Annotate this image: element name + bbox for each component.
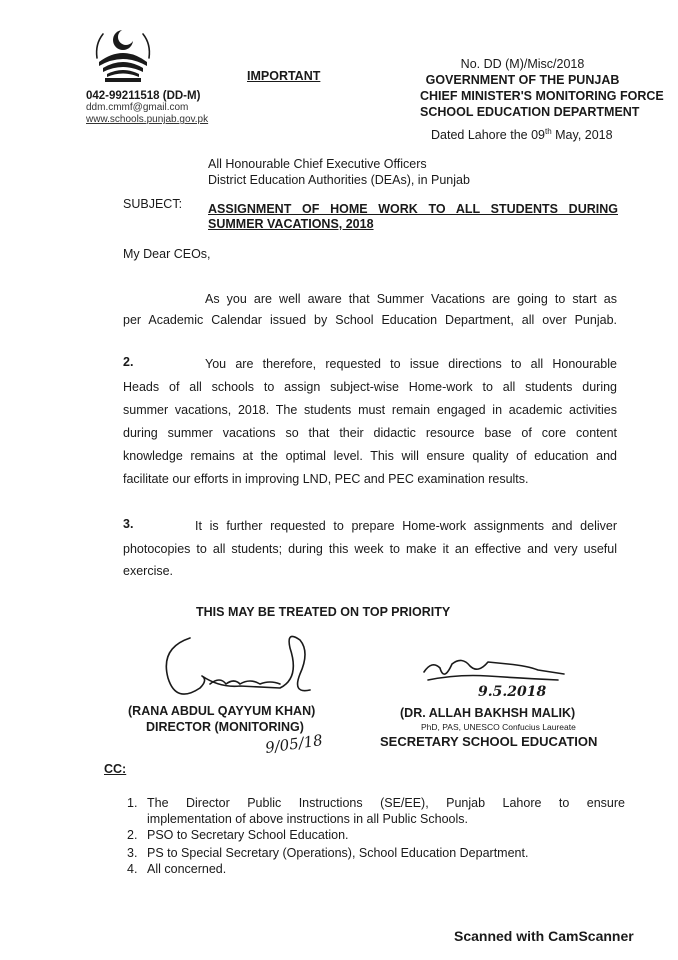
date-prefix: Dated Lahore the 09 [431,128,545,143]
para2-line-1: You are therefore, requested to issue directions to all Honourable [205,357,617,371]
government-line: GOVERNMENT OF THE PUNJAB [425,73,620,87]
secretary-handwritten-date: 9.5.2018 [478,684,547,700]
cc-item-4-text: All concerned. [147,862,227,876]
secretary-name: (DR. ALLAH BAKHSH MALIK) [400,706,576,720]
director-handwritten-date: 9/05/18 [264,731,324,757]
punjab-emblem-icon [93,22,153,84]
cc-item-3-text: PS to Special Secretary (Operations), School Education Department. [147,846,529,860]
email-address: ddm.cmmf@gmail.com [86,102,189,113]
para2-number: 2. [123,355,134,369]
director-title: DIRECTOR (MONITORING) [146,720,304,734]
para3-line-1: It is further requested to prepare Home-work assignments and deliver [195,519,617,533]
date-line [431,124,613,143]
para2-line-5: knowledge remains at the optimal level. This will ensure quality of education and [123,449,617,463]
para1-line-2: per Academic Calendar issued by School Education Department, all over Punjab. [123,313,617,327]
subject-line-2: SUMMER VACATIONS, 2018 [208,217,374,231]
cc-item-1-line-1: The Director Public Instructions (SE/EE), Punjab Lahore to ensure [147,796,625,810]
reference-number: No. DD (M)/Misc/2018 [460,57,585,71]
para2-line-2: Heads of all schools to assign subject-wise Home-work to all students during [123,380,617,394]
salutation: My Dear CEOs, [123,247,211,261]
cc-item-4-number: 4. [127,862,138,876]
phone-number: 042-99211518 (DD-M) [86,90,201,102]
para2-line-4: during summer vacations so that their didactic resource base of core content [123,426,617,440]
director-name: (RANA ABDUL QAYYUM KHAN) [128,704,316,718]
secretary-title: SECRETARY SCHOOL EDUCATION [380,734,598,749]
para3-line-3: exercise. [123,564,174,578]
website-link: www.schools.punjab.gov.pk [86,114,209,125]
secretary-credentials: PhD, PAS, UNESCO Confucius Laureate [421,722,576,732]
para3-number: 3. [123,517,134,531]
addressee-line-1: All Honourable Chief Executive Officers [208,157,427,171]
cc-item-2-number: 2. [127,828,138,842]
para2-line-6: facilitate our efforts in improving LND, PEC and PEC examination results. [123,472,529,486]
cc-item-2-text: PSO to Secretary School Education. [147,828,349,842]
subject-label: SUBJECT: [123,197,183,211]
cc-item-1-line-2: implementation of above instructions in all Public Schools. [147,812,469,826]
priority-statement: THIS MAY BE TREATED ON TOP PRIORITY [196,605,451,619]
addressee-line-2: District Education Authorities (DEAs), in Punjab [208,173,470,187]
date-suffix: May, 2018 [551,128,613,143]
scanner-watermark: Scanned with CamScanner [454,928,634,944]
government-logo [93,22,153,84]
cc-item-3-number: 3. [127,846,138,860]
para3-line-2: photocopies to all students; during this week to make it an effective and very useful [123,542,617,556]
important-heading: IMPORTANT [247,69,321,83]
cc-label: CC: [104,762,127,776]
subject-line-1: ASSIGNMENT OF HOME WORK TO ALL STUDENTS DURING [208,202,618,216]
department-line: SCHOOL EDUCATION DEPARTMENT [420,105,640,119]
para2-line-3: summer vacations, 2018. The students must remain engaged in academic activities [123,403,617,417]
letterhead [420,56,664,120]
para1-line-1: As you are well aware that Summer Vacations are going to start as [205,292,617,306]
cc-item-1-number: 1. [127,796,138,810]
director-signature [150,618,350,714]
date-superscript: th [544,127,552,136]
monitoring-force-line: CHIEF MINISTER'S MONITORING FORCE [420,89,664,103]
